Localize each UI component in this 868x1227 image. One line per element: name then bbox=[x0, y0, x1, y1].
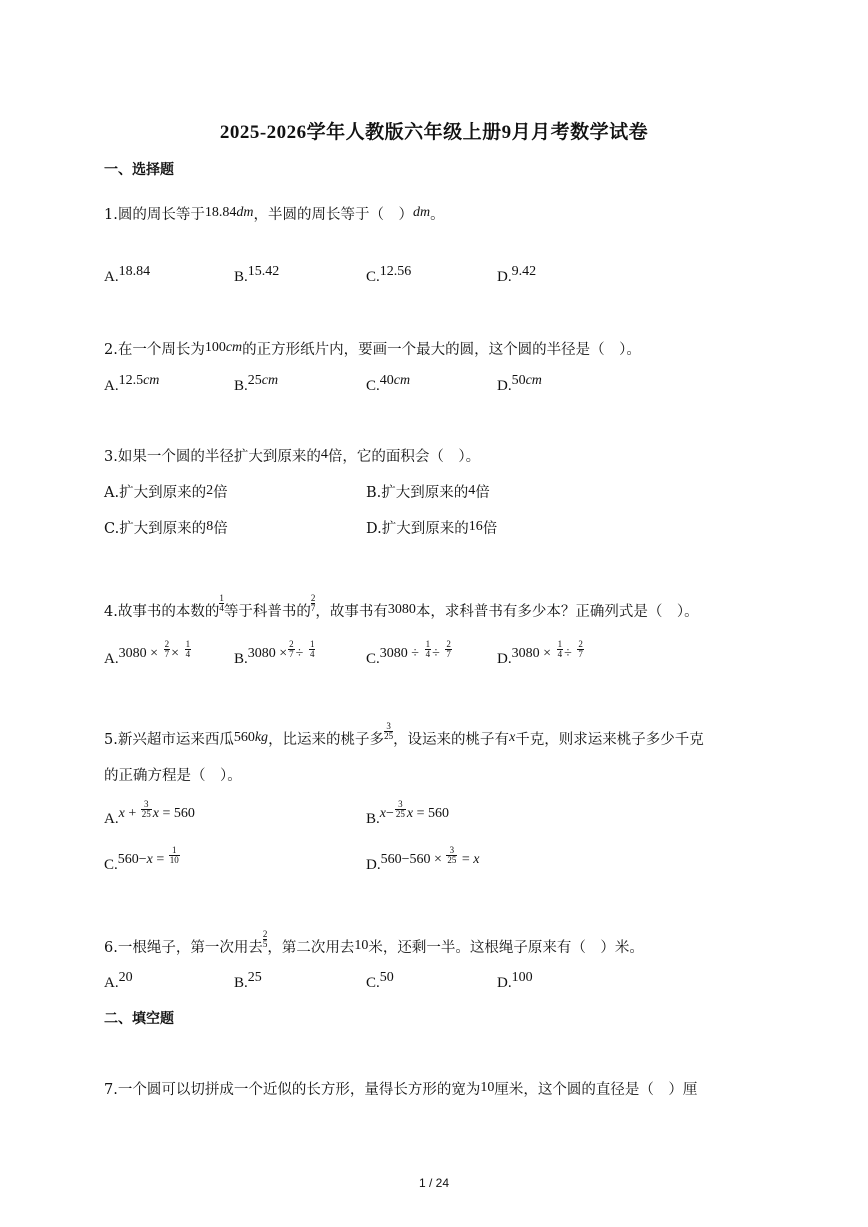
question-3: 3.如果一个圆的半径扩大到原来的4倍，它的面积会（ ）。 bbox=[104, 447, 481, 465]
q2-option-a[interactable]: A.12.5cm bbox=[104, 373, 160, 394]
question-2: 2.在一个周长为100cm的正方形纸片内，要画一个最大的圆，这个圆的半径是（ ）。 bbox=[104, 340, 641, 358]
question-7: 7.一个圆可以切拼成一个近似的长方形，量得长方形的宽为10厘米，这个圆的直径是（ ）厘 bbox=[104, 1080, 698, 1098]
q4-option-d[interactable]: D.3080 × $\frac{1}{4}$ ÷ $\frac{2}{7}$ bbox=[497, 639, 583, 667]
fraction: $\frac{2}{5}$ bbox=[262, 929, 268, 949]
q1-option-d[interactable]: D.9.42 bbox=[497, 264, 537, 285]
question-6: 6.一根绳子，第一次用去 $\frac{2}{5}$ ，第二次用去10米，还剩一半。这根绳子原来有（ ）米。 bbox=[104, 929, 644, 956]
question-1: 1.圆的周长等于18.84dm，半圆的周长等于（ ）dm。 bbox=[104, 205, 445, 223]
section-fill-in: 二、填空题 bbox=[104, 1011, 174, 1027]
q5-option-b[interactable]: B.x− $\frac{3}{25}$ x = 560 bbox=[366, 799, 450, 827]
q6-option-a[interactable]: A.20 bbox=[104, 970, 133, 991]
question-5-line-2: 的正确方程是（ ）。 bbox=[104, 768, 242, 784]
q5-option-a[interactable]: A.x + $\frac{3}{25}$ x = 560 bbox=[104, 799, 195, 827]
q1-option-a[interactable]: A.18.84 bbox=[104, 264, 151, 285]
q3-option-b[interactable]: B.扩大到原来的4倍 bbox=[366, 483, 490, 501]
q2-option-d[interactable]: D.50cm bbox=[497, 373, 542, 394]
question-4: 4.故事书的本数的 $\frac{1}{4}$ 等于科普书的 $\frac{2}{7}$ ，故事书有3080本，求科普书有多少本？正确列式是（ ）。 bbox=[104, 593, 699, 620]
q3-option-c[interactable]: C.扩大到原来的8倍 bbox=[104, 519, 228, 537]
q4-option-c[interactable]: C.3080 ÷ $\frac{1}{4}$ ÷ $\frac{2}{7}$ bbox=[366, 639, 451, 667]
section-choice: 一、选择题 bbox=[104, 162, 174, 178]
q6-option-d[interactable]: D.100 bbox=[497, 970, 533, 991]
q4-option-a[interactable]: A.3080 × $\frac{2}{7}$ × $\frac{1}{4}$ bbox=[104, 639, 191, 667]
q1-option-b[interactable]: B.15.42 bbox=[234, 264, 280, 285]
page-number: 1 / 24 bbox=[418, 1176, 450, 1190]
q3-option-d[interactable]: D.扩大到原来的16倍 bbox=[366, 519, 498, 537]
fraction: $\frac{2}{7}$ bbox=[310, 593, 316, 613]
question-5: 5.新兴超市运来西瓜560kg，比运来的桃子多 $\frac{3}{25}$ ，设运来的桃子有x千克，则求运来桃子多少千克 bbox=[104, 721, 704, 748]
q4-option-b[interactable]: B.3080 × $\frac{2}{7}$ ÷ $\frac{1}{4}$ bbox=[234, 639, 315, 667]
exam-title: 2025-2026学年人教版六年级上册9月月考数学试卷 bbox=[219, 122, 649, 143]
q6-option-c[interactable]: C.50 bbox=[366, 970, 394, 991]
fraction: $\frac{1}{4}$ bbox=[219, 593, 224, 613]
q5-option-d[interactable]: D.560−560 × $\frac{3}{25}$ = x bbox=[366, 845, 480, 873]
q3-option-a[interactable]: A.扩大到原来的2倍 bbox=[104, 483, 228, 501]
q6-option-b[interactable]: B.25 bbox=[234, 970, 262, 991]
fraction: $\frac{3}{25}$ bbox=[384, 721, 394, 741]
q2-option-b[interactable]: B.25cm bbox=[234, 373, 279, 394]
q1-option-c[interactable]: C.12.56 bbox=[366, 264, 412, 285]
q2-option-c[interactable]: C.40cm bbox=[366, 373, 411, 394]
q5-option-c[interactable]: C.560−x = $\frac{1}{10}$ bbox=[104, 845, 179, 873]
